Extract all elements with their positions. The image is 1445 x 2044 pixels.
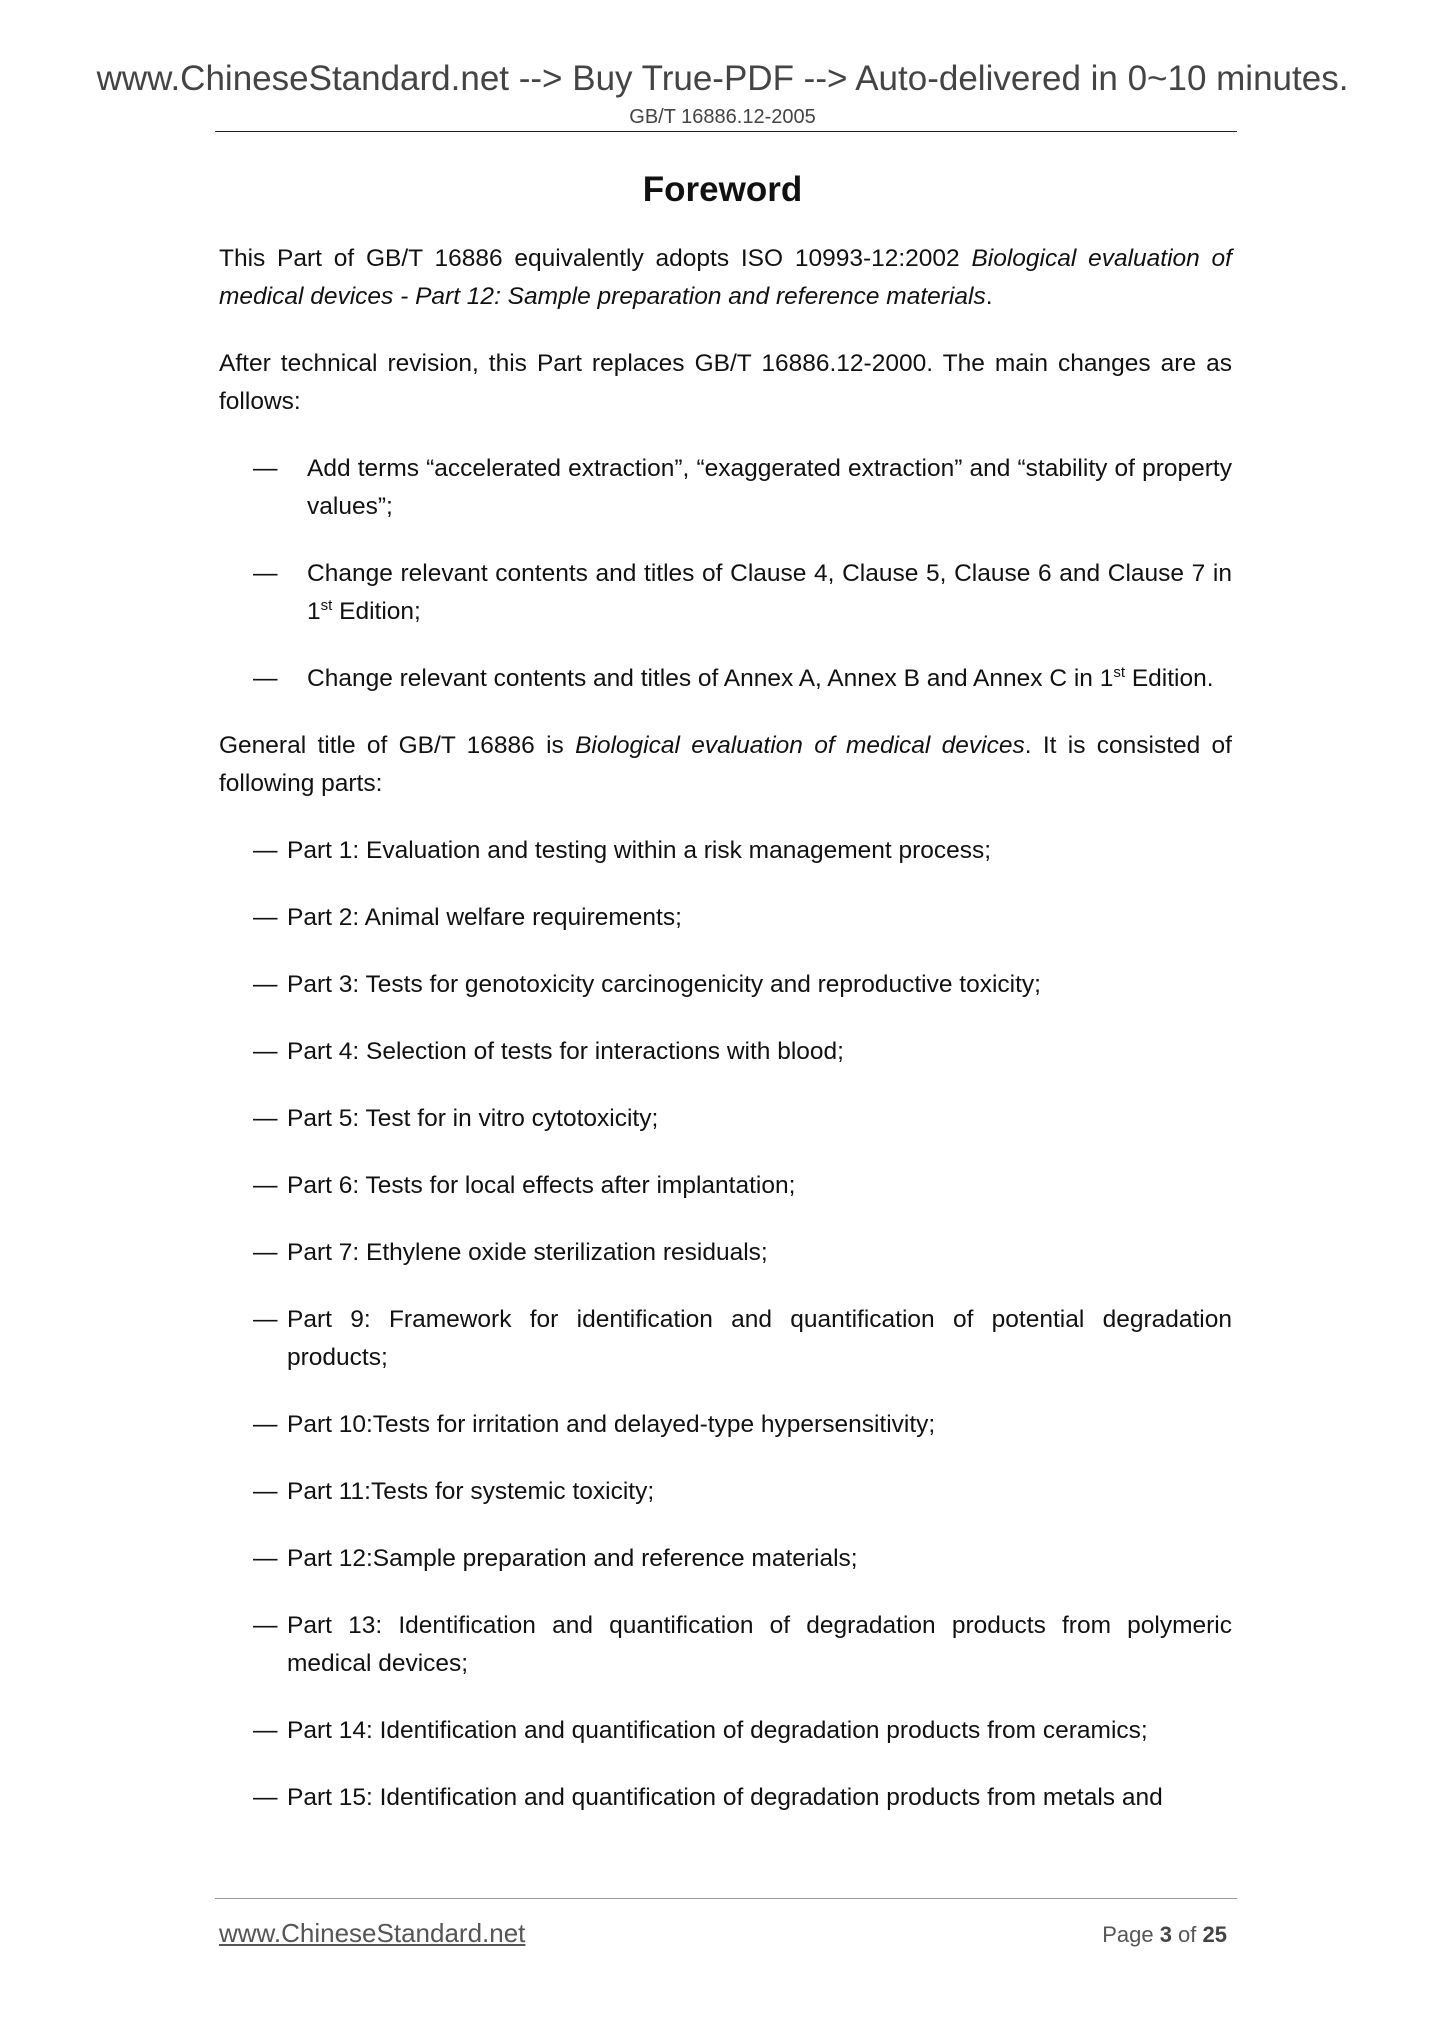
- part-text: Part 5: Test for in vitro cytotoxicity;: [287, 1105, 659, 1132]
- part-text: Part 15: Identification and quantification of degradation products from metals and: [287, 1784, 1163, 1811]
- part-text: Part 14: Identification and quantification of degradation products from ceramics;: [287, 1717, 1148, 1744]
- part-text: Part 7: Ethylene oxide sterilization residuals;: [287, 1239, 768, 1266]
- intro-italic-title: Biological evaluation of medical devices - Part 12: Sample preparation and reference materials: [219, 245, 1232, 310]
- part-list-item: [219, 832, 1232, 870]
- dash-marker: —: [253, 971, 278, 998]
- general-title-text: General title of GB/T 16886 is: [219, 732, 576, 759]
- change-item: [219, 660, 1232, 698]
- part-text: Part 6: Tests for local effects after implantation;: [287, 1172, 796, 1199]
- dash-marker: —: [253, 837, 278, 864]
- part-list-item: [219, 1033, 1232, 1071]
- change-text-tail: Edition;: [332, 598, 421, 625]
- change-item: [219, 555, 1232, 631]
- superscript: st: [1113, 663, 1126, 681]
- footer-site-link[interactable]: www.ChineseStandard.net: [219, 1918, 526, 1948]
- dash-marker: —: [253, 1172, 278, 1199]
- dash-marker: —: [253, 455, 278, 482]
- change-item: [219, 450, 1232, 526]
- part-list-item: [219, 899, 1232, 937]
- part-text: Part 1: Evaluation and testing within a risk management process;: [287, 837, 992, 864]
- part-text: Part 11:Tests for systemic toxicity;: [287, 1478, 655, 1505]
- page-label: Page: [1102, 1922, 1160, 1947]
- dash-marker: —: [253, 1038, 278, 1065]
- dash-marker: —: [253, 1784, 278, 1811]
- part-list-item: [219, 1167, 1232, 1205]
- part-list-item: [219, 1301, 1232, 1377]
- general-title-italic: Biological evaluation of medical devices: [575, 732, 1025, 759]
- part-list-item: [219, 1100, 1232, 1138]
- page-title: Foreword: [642, 170, 803, 209]
- page-total: 25: [1202, 1922, 1227, 1947]
- dash-marker: —: [253, 1612, 278, 1639]
- document-code: GB/T 16886.12-2005: [629, 106, 816, 128]
- header-divider: [215, 131, 1237, 132]
- page-number: [1102, 1922, 1227, 1948]
- dash-marker: —: [253, 1306, 278, 1333]
- general-title-paragraph: [219, 727, 1232, 803]
- dash-marker: —: [253, 1717, 278, 1744]
- intro-end: .: [985, 283, 993, 310]
- change-text: Add terms “accelerated extraction”, “exaggerated extraction” and “stability of property values”;: [307, 455, 1232, 520]
- change-text: Change relevant contents and titles of Clause 4, Clause 5, Clause 6 and Clause 7 in 1: [307, 560, 1232, 625]
- part-list-item: [219, 1779, 1232, 1817]
- change-text: Change relevant contents and titles of Annex A, Annex B and Annex C in 1: [307, 665, 1114, 692]
- intro-paragraph: [219, 240, 1232, 316]
- part-text: Part 2: Animal welfare requirements;: [287, 904, 682, 931]
- dash-marker: —: [253, 1545, 278, 1572]
- dash-marker: —: [253, 904, 278, 931]
- part-text: Part 10:Tests for irritation and delayed-type hypersensitivity;: [287, 1411, 936, 1438]
- superscript: st: [320, 596, 333, 614]
- part-text: Part 3: Tests for genotoxicity carcinogenicity and reproductive toxicity;: [287, 971, 1041, 998]
- page-current: 3: [1159, 1922, 1172, 1947]
- dash-marker: —: [253, 665, 278, 692]
- part-list-item: [219, 1473, 1232, 1511]
- dash-marker: —: [253, 1478, 278, 1505]
- footer-divider: [215, 1898, 1237, 1899]
- page-of-label: of: [1171, 1922, 1203, 1947]
- change-text-tail: Edition.: [1125, 665, 1214, 692]
- part-text: Part 4: Selection of tests for interactions with blood;: [287, 1038, 844, 1065]
- intro-text: This Part of GB/T 16886 equivalently adopts ISO 10993-12:2002: [219, 245, 972, 272]
- dash-marker: —: [253, 560, 278, 587]
- part-list-item: [219, 1540, 1232, 1578]
- part-list-item: [219, 966, 1232, 1004]
- part-list-item: [219, 1406, 1232, 1444]
- revision-paragraph: After technical revision, this Part replaces GB/T 16886.12-2000. The main changes are as follows:: [219, 350, 1232, 415]
- foreword-body: [219, 240, 1232, 1846]
- header-banner[interactable]: www.ChineseStandard.net --> Buy True-PDF --> Auto-delivered in 0~10 minutes.: [96, 59, 1349, 98]
- dash-marker: —: [253, 1239, 278, 1266]
- part-text: Part 12:Sample preparation and reference materials;: [287, 1545, 858, 1572]
- part-list-item: [219, 1712, 1232, 1750]
- part-text: Part 9: Framework for identification and quantification of potential degradation products;: [287, 1306, 1232, 1371]
- part-list-item: [219, 1607, 1232, 1683]
- dash-marker: —: [253, 1105, 278, 1132]
- part-text: Part 13: Identification and quantification of degradation products from polymeric medical devices;: [287, 1612, 1232, 1677]
- general-title-end: . It is consisted of following parts:: [219, 732, 1232, 797]
- dash-marker: —: [253, 1411, 278, 1438]
- part-list-item: [219, 1234, 1232, 1272]
